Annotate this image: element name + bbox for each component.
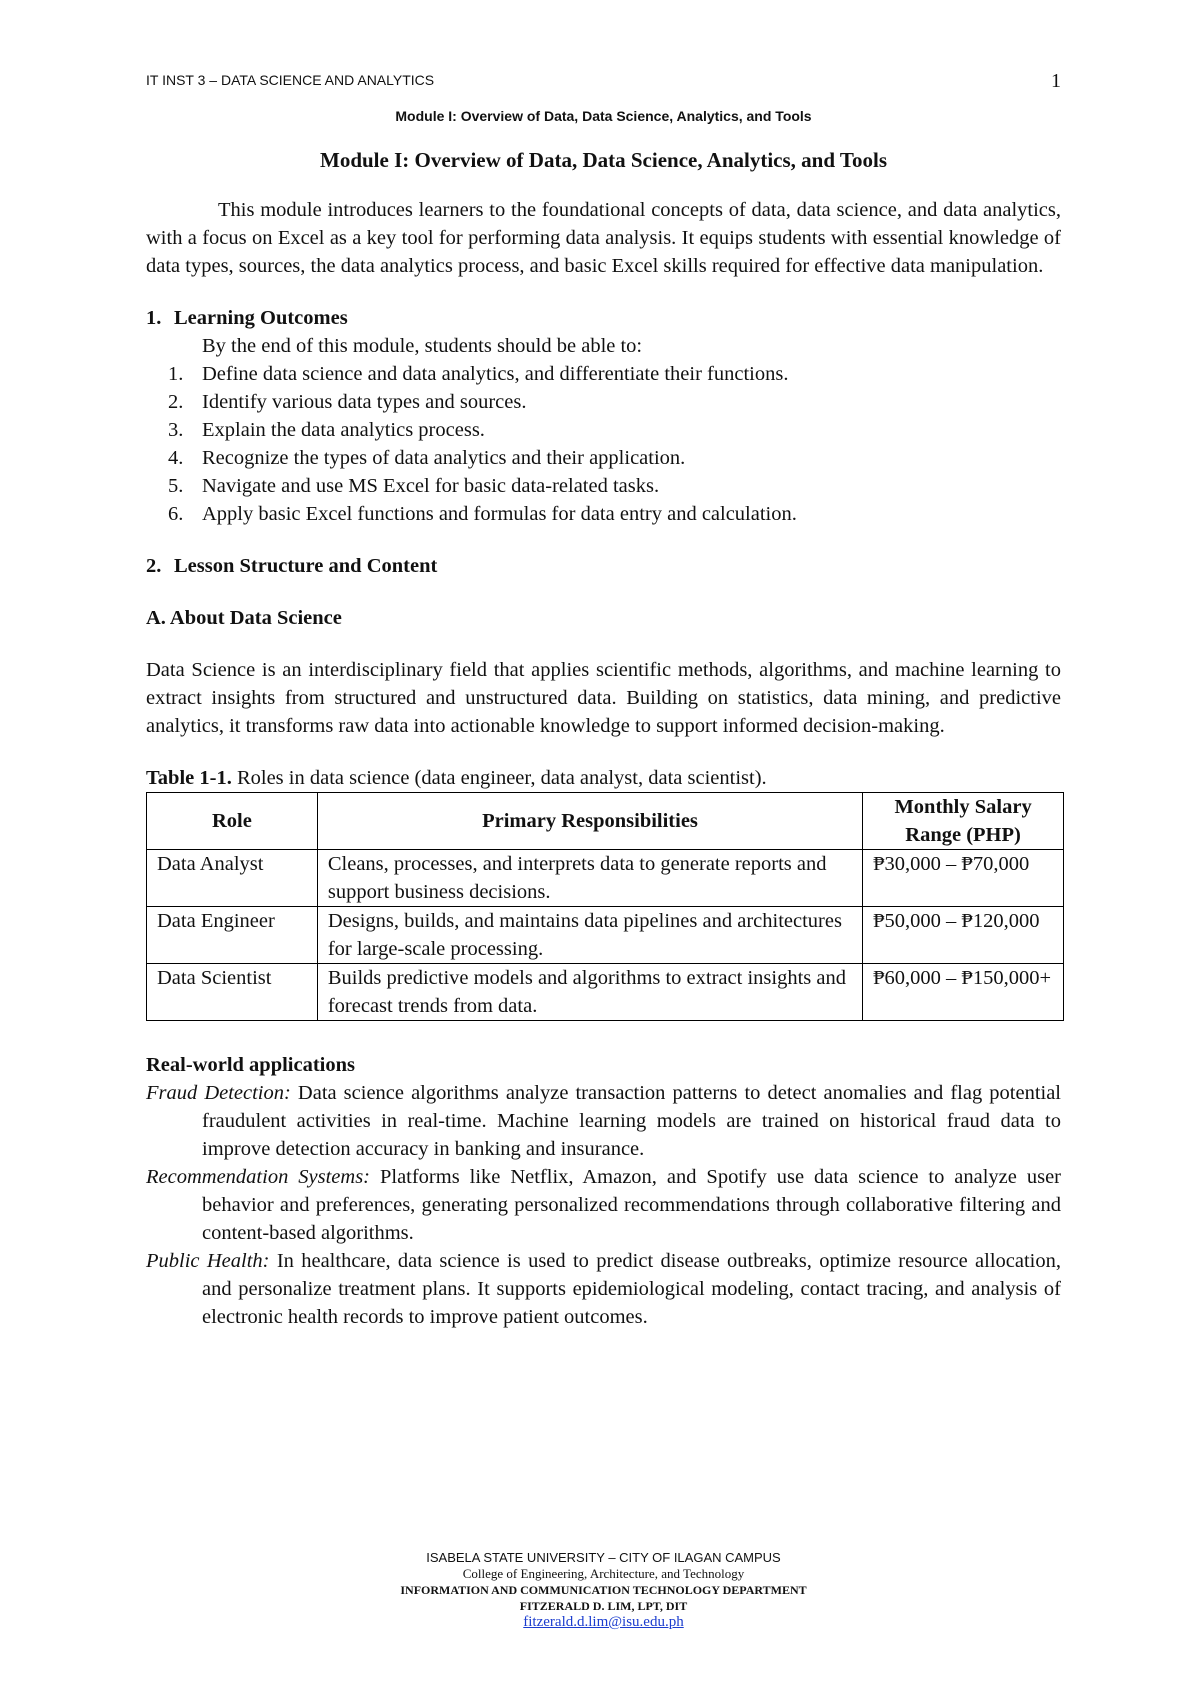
course-name: IT INST 3 – DATA SCIENCE AND ANALYTICS xyxy=(146,72,435,88)
list-number: 5. xyxy=(168,475,184,497)
about-data-science-paragraph: Data Science is an interdisciplinary field that applies scientific methods, algorithms, and machine learning to extract insights from structured and unstructured data. Building on statistics, data mining, and predictive analytics, it transforms raw data into actionable knowledge to support informed decision-making. xyxy=(146,659,1061,737)
footer-author: FITZERALD D. LIM, LPT, DIT xyxy=(519,1599,688,1613)
list-item xyxy=(146,360,1061,388)
footer-email-link[interactable]: fitzerald.d.lim@isu.edu.ph xyxy=(523,1614,684,1630)
section-number: 1. xyxy=(146,307,162,329)
page-number: 1 xyxy=(1051,70,1061,92)
page-footer xyxy=(146,1550,1061,1630)
table-row xyxy=(147,907,1064,964)
application-text: Data science algorithms analyze transaction patterns to detect anomalies and flag potential fraudulent activities in real-time. Machine learning models are trained on historical fraud data to improve detection accuracy in banking and insurance. xyxy=(202,1082,1061,1160)
list-text: Identify various data types and sources. xyxy=(202,391,527,413)
table-caption-label: Table 1-1. xyxy=(146,767,232,789)
outcomes-list xyxy=(146,360,1061,528)
footer-department: INFORMATION AND COMMUNICATION TECHNOLOGY DEPARTMENT xyxy=(400,1583,807,1597)
application-text: In healthcare, data science is used to predict disease outbreaks, optimize resource allocation, and personalize treatment plans. It supports epidemiological modeling, contact tracing, and analysis of electronic health records to improve patient outcomes. xyxy=(202,1250,1061,1328)
footer-college: College of Engineering, Architecture, and Technology xyxy=(462,1566,745,1581)
application-item xyxy=(146,1247,1061,1331)
learning-outcomes-heading xyxy=(146,304,1061,332)
applications-section xyxy=(146,1051,1061,1331)
cell-responsibilities: Designs, builds, and maintains data pipelines and architectures for large-scale processing. xyxy=(317,907,862,964)
roles-table xyxy=(146,792,1064,1021)
table-row xyxy=(147,850,1064,907)
footer-university: ISABELA STATE UNIVERSITY – CITY OF ILAGAN CAMPUS xyxy=(426,1550,781,1565)
section-number: 2. xyxy=(146,555,162,577)
list-item xyxy=(146,388,1061,416)
list-text: Navigate and use MS Excel for basic data-related tasks. xyxy=(202,475,660,497)
table-caption xyxy=(146,764,1061,792)
cell-role: Data Engineer xyxy=(147,907,318,964)
outcomes-intro: By the end of this module, students should be able to: xyxy=(202,335,643,357)
column-header-salary: Monthly Salary Range (PHP) xyxy=(863,793,1064,850)
cell-responsibilities: Cleans, processes, and interprets data to generate reports and support business decisions. xyxy=(317,850,862,907)
document-title: Module I: Overview of Data, Data Science, Analytics, and Tools xyxy=(320,148,887,172)
about-data-science-heading: A. About Data Science xyxy=(146,607,342,629)
column-header-responsibilities: Primary Responsibilities xyxy=(317,793,862,850)
list-number: 4. xyxy=(168,447,184,469)
table-caption-text: Roles in data science (data engineer, data analyst, data scientist). xyxy=(231,767,767,789)
document-body xyxy=(146,146,1061,1331)
list-number: 6. xyxy=(168,503,184,525)
cell-role: Data Scientist xyxy=(147,964,318,1021)
list-number: 3. xyxy=(168,419,184,441)
list-text: Define data science and data analytics, and differentiate their functions. xyxy=(202,363,789,385)
list-item xyxy=(146,444,1061,472)
list-number: 2. xyxy=(168,391,184,413)
list-item xyxy=(146,500,1061,528)
cell-salary: ₱60,000 – ₱150,000+ xyxy=(863,964,1064,1021)
column-header-role: Role xyxy=(147,793,318,850)
lesson-structure-heading xyxy=(146,552,1061,580)
cell-role: Data Analyst xyxy=(147,850,318,907)
applications-heading: Real-world applications xyxy=(146,1054,355,1076)
cell-salary: ₱30,000 – ₱70,000 xyxy=(863,850,1064,907)
running-subtitle: Module I: Overview of Data, Data Science, Analytics, and Tools xyxy=(395,108,812,124)
application-item xyxy=(146,1079,1061,1163)
cell-responsibilities: Builds predictive models and algorithms to extract insights and forecast trends from data. xyxy=(317,964,862,1021)
application-label: Fraud Detection: xyxy=(146,1082,291,1104)
intro-paragraph: This module introduces learners to the foundational concepts of data, data science, and data analytics, with a focus on Excel as a key tool for performing data analysis. It equips students with essential knowledge of data types, sources, the data analytics process, and basic Excel skills required for effective data manipulation. xyxy=(146,199,1061,277)
application-label: Public Health: xyxy=(146,1250,270,1272)
application-label: Recommendation Systems: xyxy=(146,1166,371,1188)
list-text: Apply basic Excel functions and formulas for data entry and calculation. xyxy=(202,503,797,525)
running-header xyxy=(146,70,1061,92)
list-text: Recognize the types of data analytics and their application. xyxy=(202,447,686,469)
list-item xyxy=(146,472,1061,500)
section-title: Learning Outcomes xyxy=(174,307,348,329)
table-header-row xyxy=(147,793,1064,850)
application-text: Platforms like Netflix, Amazon, and Spotify use data science to analyze user behavior and preferences, generating personalized recommendations through collaborative filtering and content-based algorithms. xyxy=(202,1166,1061,1244)
list-number: 1. xyxy=(168,363,184,385)
section-title: Lesson Structure and Content xyxy=(174,555,438,577)
table-row xyxy=(147,964,1064,1021)
cell-salary: ₱50,000 – ₱120,000 xyxy=(863,907,1064,964)
list-text: Explain the data analytics process. xyxy=(202,419,485,441)
application-item xyxy=(146,1163,1061,1247)
list-item xyxy=(146,416,1061,444)
